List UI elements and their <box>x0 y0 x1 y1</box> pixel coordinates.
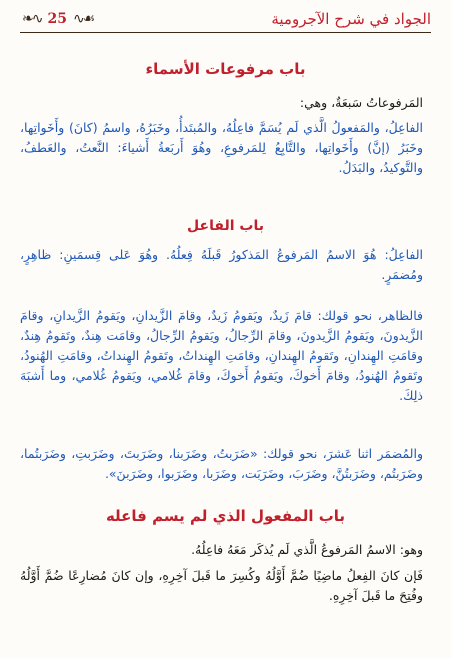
running-head <box>22 6 431 32</box>
marfuat-intro: المَرفوعاتُ سَبعَةٌ، وهي: <box>299 95 423 110</box>
ornament-left-icon: ❧∿ <box>22 11 42 27</box>
ornament-right-icon: ∿☙ <box>72 11 94 27</box>
header-divider <box>20 32 431 33</box>
mafool-definition: وهو: الاسمُ المَرفوعُ الَّذي لَم يُذكَر مَعَهُ فاعِلُهُ. <box>191 542 423 557</box>
marfuat-list: الفاعِلُ، والمَفعولُ الَّذي لَم يُسَمَّ فاعِلُهُ، والمُبتَدأُ، وخَبَرُهُ، واسمُ (كانَ) وأَخَواتِها، وخَبَرُ (إنَّ) وأَخَواتِها، والتَّابِعُ لِلمَرفوعِ، وهُوَ أَربَعةُ أَشياءَ: النَّعتُ، والعَطفُ، والتَّوكيدُ، والبَدَلُ. <box>20 120 423 175</box>
fail-zahir-examples: فالظاهر، نحو قولك: قامَ زَيدٌ، ويَقومُ زَيدٌ، وقامَ الزَّيدانِ، ويَقومُ الزَّيدانِ، وقامَ الزَّيدونَ، ويَقومُ الزَّيدونَ، وقامَ الرِّجالُ، ويَقومُ الرِّجالُ، وقامَت هِندٌ، وتَقومُ هِندٌ، وقامَتِ الهِندانِ، وتَقومُ الهِندانِ، وقامَتِ الهِنداتُ، وتَقومُ الهِنداتُ، وقامَتِ الهُنودُ، وتَقومُ الهُنودُ، وقامَ أَخوكَ، ويَقومُ أَخوكَ، وقامَ غُلامي، ويَقومُ غُلامي، وما أَشبَهَ ذلِكَ. <box>20 308 423 403</box>
fail-definition: الفاعِلُ: هُوَ الاسمُ المَرفوعُ المَذكورُ قَبلَهُ فِعلُهُ. وهُوَ عَلى قِسمَينِ: ظاهِرٍ، ومُضمَرٍ. <box>20 247 423 282</box>
section-title-mafool: باب المفعول الذي لم يسم فاعله <box>105 507 346 525</box>
page-number: 25 <box>47 11 67 27</box>
mafool-rule: فَإن كانَ الفِعلُ ماضِيًا ضُمَّ أَوَّلُهُ وكُسِرَ ما قَبلَ آخِرِهِ، وإن كانَ مُضارِعًا ضُمَّ أَوَّلُهُ وفُتِحَ ما قَبلَ آخِرِهِ. <box>20 568 423 603</box>
section-title-fail: باب الفاعل <box>187 218 264 234</box>
page-number-group <box>22 11 93 27</box>
book-title: الجواد في شرح الآجرومية <box>271 10 431 28</box>
fail-mudmar-examples: والمُضمَر اثنا عَشرَ، نحو قولك: «ضَرَبتُ، وضَرَبنا، وضَرَبتَ، وضَرَبتِ، وضَرَبتُما، وضَرَبتُم، وضَرَبتُنَّ، وضَرَبَ، وضَرَبَت، وضَرَبا، وضَرَبوا، وضَرَبنَ». <box>20 446 423 481</box>
section-title-marfuat: باب مرفوعات الأسماء <box>145 60 306 78</box>
